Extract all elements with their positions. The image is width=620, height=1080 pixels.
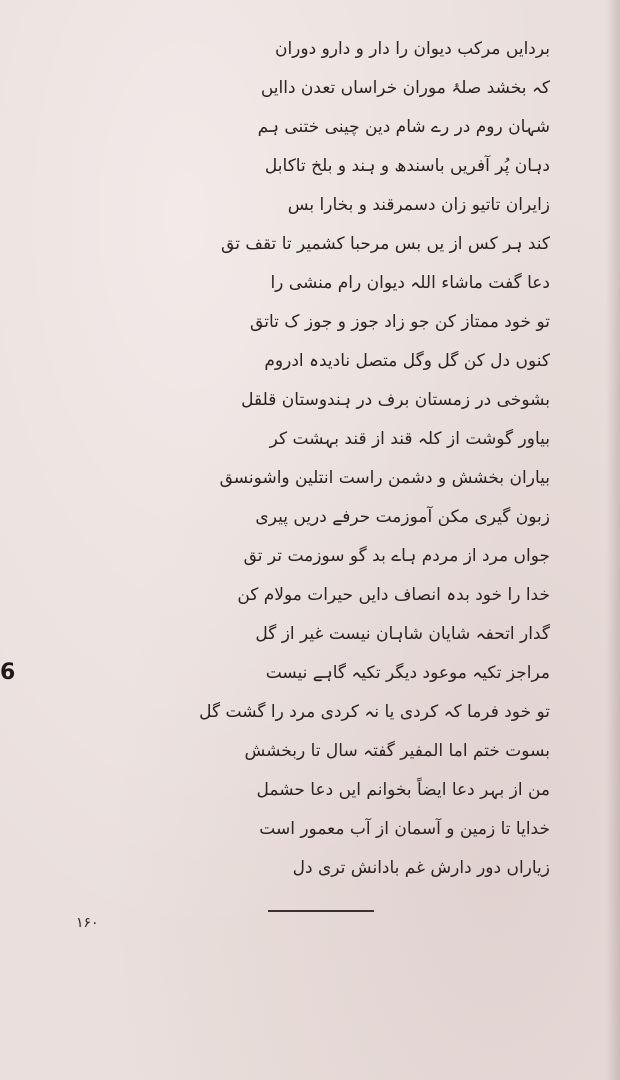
verse-line: بسوت ختم اما المفیر گفتہ سال تا ربخشش bbox=[244, 741, 550, 761]
margin-mark: 6 bbox=[0, 660, 16, 685]
closing-rule bbox=[268, 910, 374, 912]
verse-line: بردایں مرکب دیوان را دار و دارو دوران bbox=[274, 39, 550, 59]
verse-line: بیاور گوشت از کلہ قند از قند بہشت کر bbox=[269, 429, 550, 449]
verse-line: تو خود فرما کہ کردی یا نہ کردی مرد را گشت گل bbox=[199, 702, 550, 722]
verse-line: زایران تاتیو زان دسمرقند و بخارا بس bbox=[287, 195, 550, 215]
verse-line: دعا گفت ماشاء اللہ دیوان رام منشی را bbox=[270, 273, 550, 293]
verse-block bbox=[150, 30, 550, 888]
verse-line: مراجز تکیہ موعود دیگر تکیہ گاہے نیست bbox=[265, 663, 550, 683]
verse-line: بیاران بخشش و دشمن راست انتلین واشونسق bbox=[219, 468, 550, 488]
verse-line: جواں مرد از مردم ہاے بد گو سوزمت تر تق bbox=[243, 546, 550, 566]
verse-line: بشوخی در زمستان برف در ہندوستان قلقل bbox=[241, 390, 550, 410]
verse-line: من از بہر دعا ایضاً بخوانم ایں دعا حشمل bbox=[256, 780, 550, 800]
verse-line: گدار اتحفہ شایان شاہان نیست غیر از گل bbox=[255, 624, 550, 644]
verse-line: تو خود ممتاز کن جو زاد جوز و جوز ک تاتق bbox=[250, 312, 550, 332]
verse-line: زبون گیری مکن آموزمت حرفے دریں پیری bbox=[255, 507, 550, 527]
verse-line: خدایا تا زمین و آسمان از آب معمور است bbox=[259, 819, 550, 839]
verse-line: کنوں دل کن گل وگل متصل نادیدہ ادروم bbox=[264, 351, 550, 371]
verse-line: خدا را خود بدہ انصاف دایں حیرات مولام کن bbox=[237, 585, 550, 605]
page-edge-shadow bbox=[606, 0, 620, 1080]
verse-line: کہ بخشد صلۂ موران خراساں تعدن داایں bbox=[260, 78, 550, 98]
page-number: ۱۶۰ bbox=[76, 915, 99, 931]
verse-line: دہان پُر آفریں باسندھ و ہند و بلخ تاکابل bbox=[264, 156, 550, 176]
verse-line: زیاراں دور دارش غم بادانش تری دل bbox=[292, 858, 550, 878]
verse-line: شہان روم در رے شام دین چینی ختنی ہم bbox=[257, 117, 550, 137]
verse-line: کند ہر کس از یں بس مرحبا کشمیر تا تقف تق bbox=[221, 234, 550, 254]
